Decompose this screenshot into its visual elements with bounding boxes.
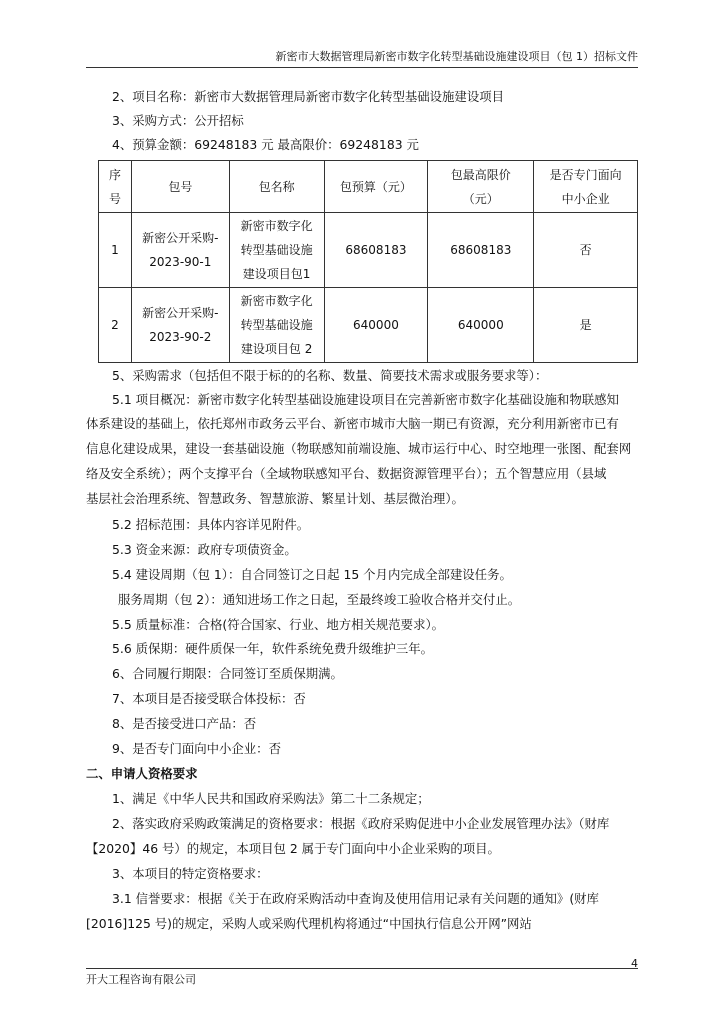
credit-requirement-line-1: 3.1 信誉要求：根据《关于在政府采购活动中查询及使用信用记录有关问题的通知》(财库 bbox=[112, 891, 599, 906]
contract-term: 6、合同履行期限：合同签订至质保期满。 bbox=[112, 666, 343, 681]
page-number: 4 bbox=[631, 957, 638, 970]
tender-scope: 5.2 招标范围：具体内容详见附件。 bbox=[112, 517, 310, 532]
quality-standard: 5.5 质量标准：合格(符合国家、行业、地方相关规范要求）。 bbox=[112, 617, 445, 632]
cell-budget: 640000 bbox=[324, 288, 428, 363]
page-footer bbox=[86, 957, 638, 987]
table-row bbox=[99, 288, 638, 363]
header-cell-max: 包最高限价 （元） bbox=[428, 161, 534, 213]
cell-pkg: 新密公开采购- 2023-90-2 bbox=[131, 288, 229, 363]
service-period: 服务周期（包 2）：通知进场工作之日起，至最终竣工验收合格并交付止。 bbox=[118, 592, 521, 607]
cell-sme: 否 bbox=[534, 213, 638, 288]
cell-no: 1 bbox=[99, 213, 132, 288]
cell-max: 640000 bbox=[428, 288, 534, 363]
warranty: 5.6 质保期：硬件质保一年，软件系统免费升级维护三年。 bbox=[112, 641, 434, 656]
table-header-row bbox=[99, 161, 638, 213]
overview-line-3: 信息化建设成果，建设一套基础设施（物联感知前端设施、城市运行中心、时空地理一张图、配套网 bbox=[86, 441, 632, 456]
cell-name: 新密市数字化 转型基础设施 建设项目包1 bbox=[229, 213, 324, 288]
procurement-needs: 5、采购需求（包括但不限于标的的名称、数量、简要技术需求或服务要求等）： bbox=[112, 368, 548, 383]
cell-max: 68608183 bbox=[428, 213, 534, 288]
qualification-1: 1、满足《中华人民共和国政府采购法》第二十二条规定； bbox=[112, 791, 430, 806]
budget-line: 4、预算金额：69248183 元 最高限价：69248183 元 bbox=[112, 137, 419, 152]
sme-only: 9、是否专门面向中小企业：否 bbox=[112, 741, 281, 756]
imported-products: 8、是否接受进口产品：否 bbox=[112, 716, 257, 731]
page-header: 新密市大数据管理局新密市数字化转型基础设施建设项目（包 1）招标文件 bbox=[86, 48, 638, 68]
construction-period: 5.4 建设周期（包 1）：自合同签订之日起 15 个月内完成全部建设任务。 bbox=[112, 567, 512, 582]
qualification-2-line-1: 2、落实政府采购政策满足的资格要求：根据《政府采购促进中小企业发展管理办法》（财库 bbox=[112, 816, 610, 831]
cell-pkg: 新密公开采购- 2023-90-1 bbox=[131, 213, 229, 288]
cell-budget: 68608183 bbox=[324, 213, 428, 288]
header-cell-budget: 包预算（元） bbox=[324, 161, 428, 213]
fund-source: 5.3 资金来源：政府专项债资金。 bbox=[112, 542, 297, 557]
overview-line-5: 基层社会治理系统、智慧政务、智慧旅游、繁星计划、基层微治理）。 bbox=[86, 491, 464, 506]
header-cell-sme: 是否专门面向 中小企业 bbox=[534, 161, 638, 213]
header-cell-no: 序 号 bbox=[99, 161, 132, 213]
table-row bbox=[99, 213, 638, 288]
credit-requirement-line-2: [2016]125 号)的规定，采购人或采购代理机构将通过“中国执行信息公开网”网站 bbox=[86, 916, 532, 931]
overview-line-1: 5.1 项目概况：新密市数字化转型基础设施建设项目在完善新密市数字化基础设施和物联感知 bbox=[112, 392, 619, 407]
consortium: 7、本项目是否接受联合体投标：否 bbox=[112, 691, 306, 706]
header-cell-pkg: 包号 bbox=[131, 161, 229, 213]
overview-line-4: 络及安全系统）；两个支撑平台（全域物联感知平台、数据资源管理平台）；五个智慧应用（县域 bbox=[86, 466, 607, 481]
qualification-3: 3、本项目的特定资格要求： bbox=[112, 866, 269, 881]
overview-line-2: 体系建设的基础上，依托郑州市政务云平台、新密市城市大脑一期已有资源，充分利用新密市已有 bbox=[86, 416, 619, 431]
cell-sme: 是 bbox=[534, 288, 638, 363]
cell-no: 2 bbox=[99, 288, 132, 363]
section-title: 二、申请人资格要求 bbox=[86, 766, 198, 781]
procurement-method-line: 3、采购方式：公开招标 bbox=[112, 113, 244, 128]
header-cell-name: 包名称 bbox=[229, 161, 324, 213]
cell-name: 新密市数字化 转型基础设施 建设项目包 2 bbox=[229, 288, 324, 363]
qualification-2-line-2: 【2020】46 号）的规定，本项目包 2 属于专门面向中小企业采购的项目。 bbox=[86, 841, 500, 856]
package-table bbox=[98, 160, 638, 363]
project-name-line: 2、项目名称：新密市大数据管理局新密市数字化转型基础设施建设项目 bbox=[112, 89, 504, 104]
company-name: 开大工程咨询有限公司 bbox=[86, 973, 196, 986]
